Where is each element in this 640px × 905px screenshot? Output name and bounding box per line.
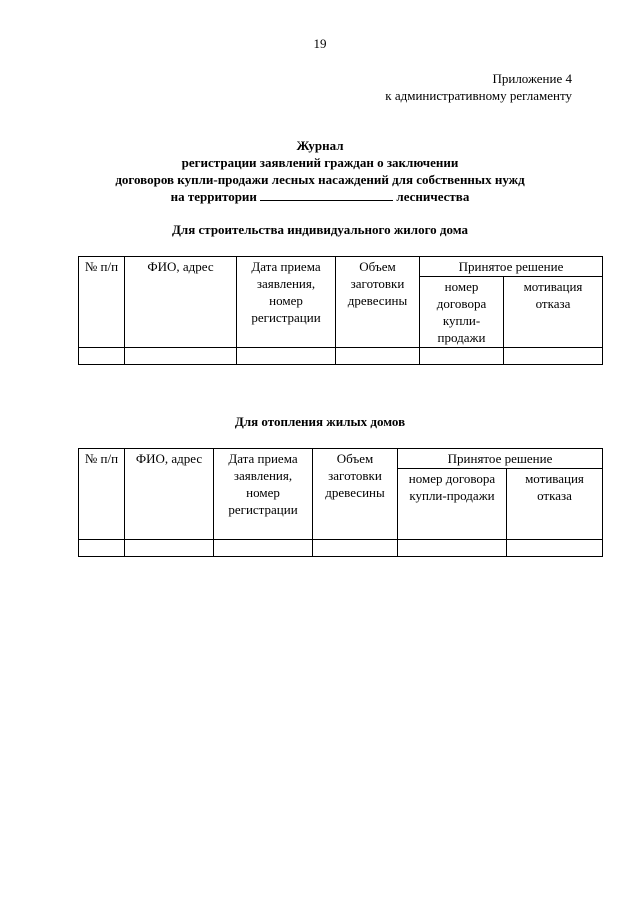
table-cell (214, 540, 313, 557)
header-decision: Принятое решение (420, 257, 603, 277)
journal-table-heating (78, 448, 603, 557)
table-cell (125, 540, 214, 557)
table-cell (336, 348, 420, 365)
header-volume: Объем заготовки древесины (336, 257, 420, 348)
table-cell (237, 348, 336, 365)
header-contract-number: номер договора купли-продажи (420, 277, 504, 348)
header-decision: Принятое решение (398, 449, 603, 469)
table-cell (420, 348, 504, 365)
header-volume: Объем заготовки древесины (313, 449, 398, 540)
table-header-row (79, 257, 603, 277)
title-line-1: Журнал (296, 138, 344, 153)
table-cell (79, 348, 125, 365)
table-row (79, 540, 603, 557)
header-refusal-reason: мотивация отказа (507, 469, 603, 540)
header-contract-number: номер договора купли-продажи (398, 469, 507, 540)
journal-title (0, 137, 640, 205)
table-cell (125, 348, 237, 365)
table-cell (504, 348, 603, 365)
table-row (79, 348, 603, 365)
forestry-blank-line (260, 189, 393, 201)
header-name-address: ФИО, адрес (125, 257, 237, 348)
title-line-4-end: лесничества (396, 189, 470, 204)
journal-table-construction (78, 256, 603, 365)
table-header-row (79, 449, 603, 469)
appendix-line-2: к административному регламенту (385, 88, 572, 103)
title-line-2: регистрации заявлений граждан о заключении (181, 155, 459, 170)
header-number: № п/п (79, 449, 125, 540)
table-2-heading: Для отопления жилых домов (234, 414, 406, 429)
title-line-3: договоров купли-продажи лесных насаждений для собственных нужд (115, 172, 525, 187)
header-name-address: ФИО, адрес (125, 449, 214, 540)
appendix-line-1: Приложение 4 (492, 71, 572, 86)
title-line-4 (0, 188, 640, 205)
table-cell (398, 540, 507, 557)
table-1-heading: Для строительства индивидуального жилого дома (171, 222, 468, 237)
title-line-4-start: на территории (170, 189, 257, 204)
table-cell (313, 540, 398, 557)
header-date-registration: Дата приема заявления, номер регистрации (237, 257, 336, 348)
table-cell (507, 540, 603, 557)
header-date-registration: Дата приема заявления, номер регистрации (214, 449, 313, 540)
header-number: № п/п (79, 257, 125, 348)
page-number: 19 (313, 36, 327, 51)
table-cell (79, 540, 125, 557)
header-refusal-reason: мотивация отказа (504, 277, 603, 348)
appendix-note (385, 70, 572, 104)
